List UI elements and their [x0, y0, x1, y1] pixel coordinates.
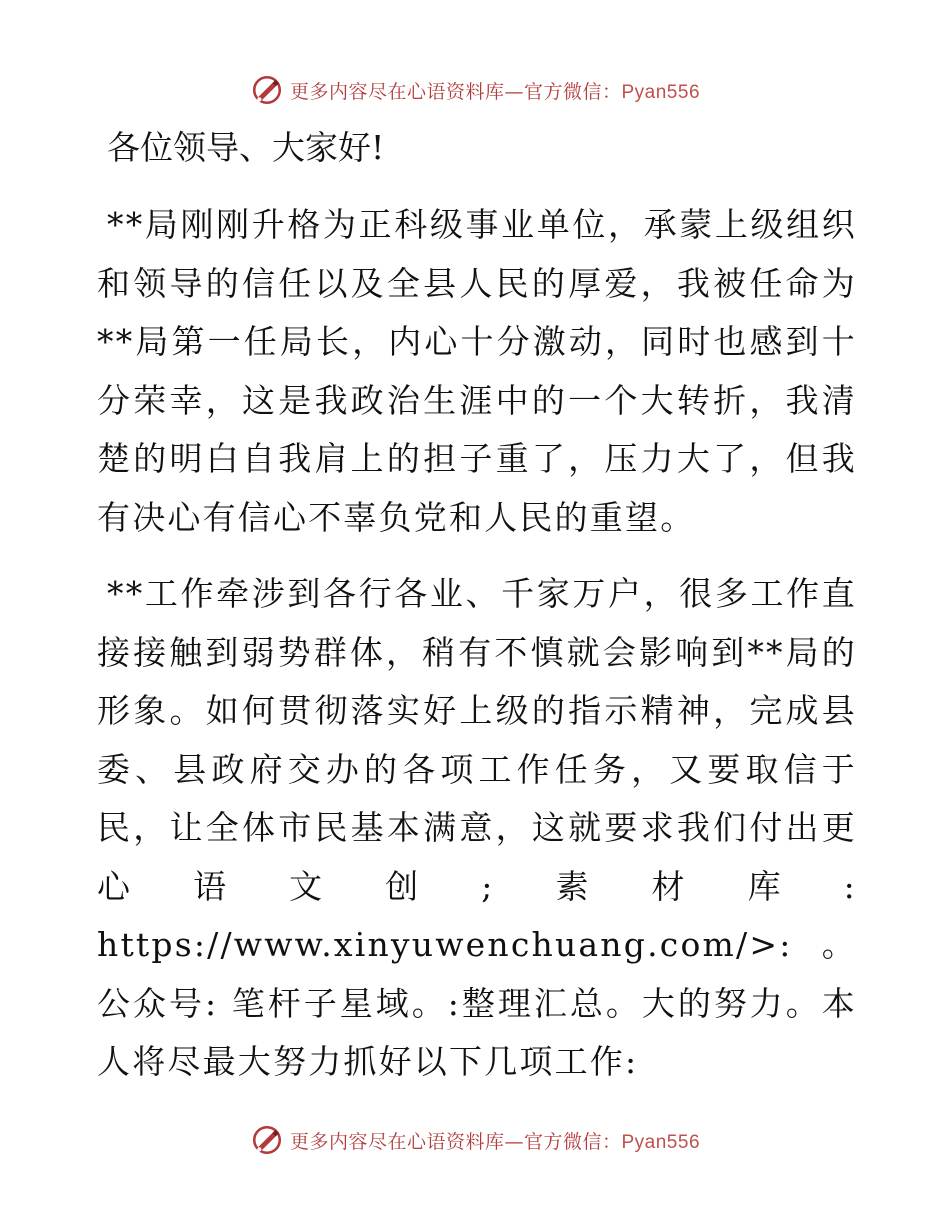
watermark-text: 更多内容尽在心语资料库—官方微信：Pyan556	[289, 1130, 701, 1153]
pen-logo-icon	[250, 1123, 284, 1157]
document-body	[97, 118, 857, 1092]
watermark-text: 更多内容尽在心语资料库—官方微信：Pyan556	[289, 80, 701, 103]
watermark-wechat-id: Pyan556	[621, 81, 701, 103]
footer-watermark	[0, 1118, 950, 1162]
greeting: 各位领导、大家好!	[107, 128, 385, 167]
paragraph-1: **局刚刚升格为正科级事业单位，承蒙上级组织和领导的信任以及全县人民的厚爱，我被任命为**局第一任局长，内心十分激动，同时也感到十分荣幸，这是我政治生涯中的一个大转折，我清楚的明白自我肩上的担子重了，压力大了，但我有决心有信心不辜负党和人民的重望。	[97, 205, 857, 537]
header-watermark	[0, 68, 950, 112]
pen-logo-icon	[250, 73, 284, 107]
watermark-wechat-id: Pyan556	[621, 1131, 701, 1153]
paragraph-2: **工作牵涉到各行各业、千家万户，很多工作直接接触到弱势群体，稍有不慎就会影响到**局的形象。如何贯彻落实好上级的指示精神，完成县委、县政府交办的各项工作任务，又要取信于民，让全体市民基本满意，这就要求我们付出更心语文创;素材库: https://www.xinyuwenchuang.com/>:。公众号: 笔杆子星域。:整理汇总。大的努力。本人将尽最大努力抓好以下几项工作:	[97, 574, 857, 1081]
